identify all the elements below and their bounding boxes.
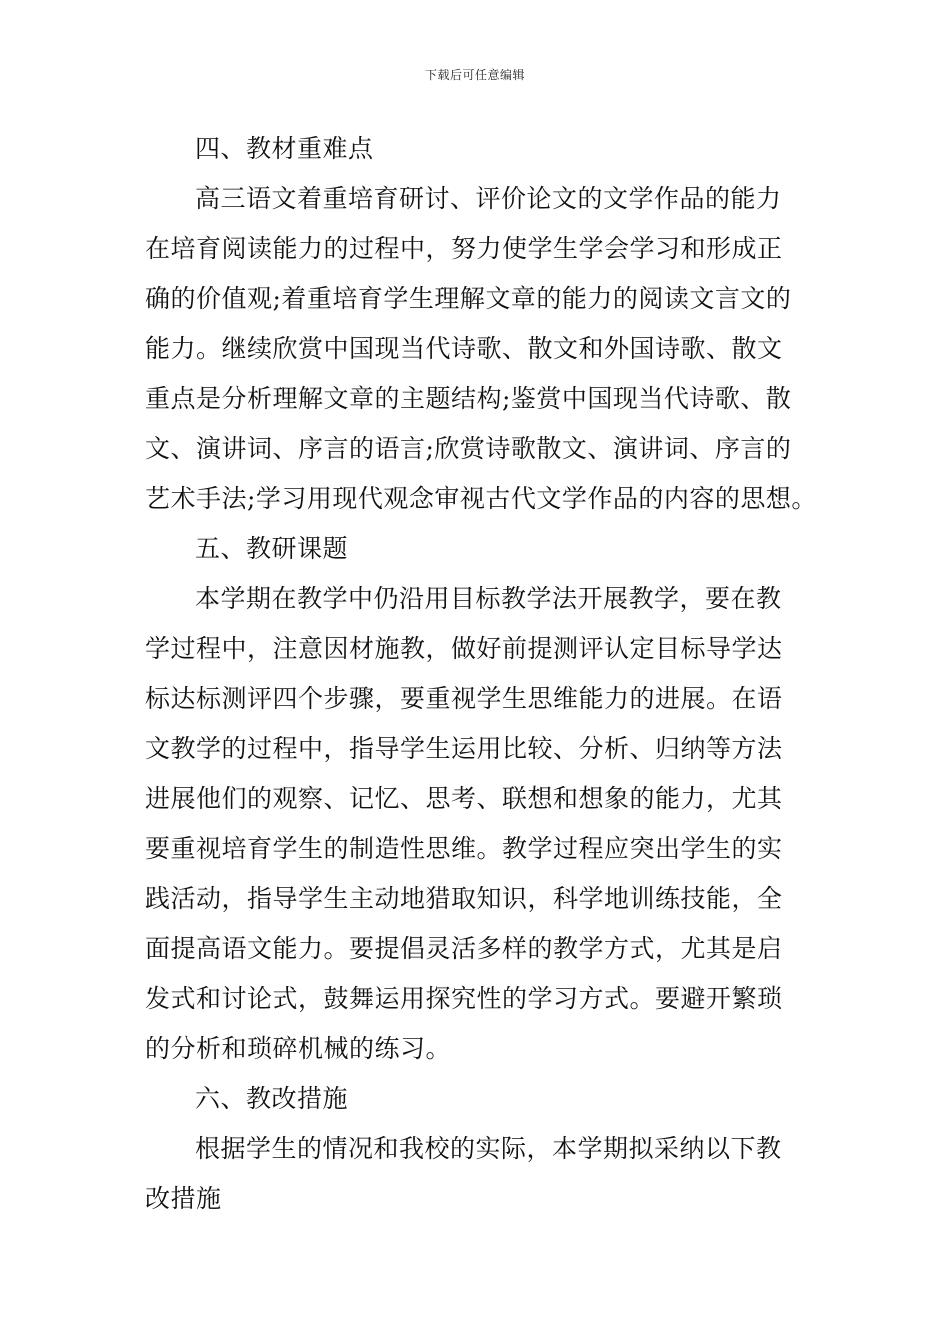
- paragraph-line: 文、演讲词、序言的语言;欣赏诗歌散文、演讲词、序言的: [145, 434, 792, 463]
- paragraph-line: 的分析和琐碎机械的练习。: [145, 1034, 452, 1063]
- page-header-note: 下载后可任意编辑: [424, 68, 525, 82]
- paragraph-line: 要重视培育学生的制造性思维。教学过程应突出学生的实: [145, 834, 783, 863]
- paragraph-line: 面提高语文能力。要提倡灵活多样的教学方式，尤其是启: [145, 934, 783, 963]
- paragraph-line: 确的价值观;着重培育学生理解文章的能力的阅读文言文的: [145, 284, 792, 313]
- paragraph-line: 发式和讨论式，鼓舞运用探究性的学习方式。要避开繁琐: [145, 984, 783, 1013]
- paragraph-line: 进展他们的观察、记忆、思考、联想和想象的能力，尤其: [145, 784, 783, 813]
- paragraph-line: 学过程中，注意因材施教，做好前提测评认定目标导学达: [145, 634, 783, 663]
- document-body: [145, 124, 817, 1224]
- paragraph-line: 能力。继续欣赏中国现当代诗歌、散文和外国诗歌、散文: [145, 334, 783, 363]
- paragraph-line: 艺术手法;学习用现代观念审视古代文学作品的内容的思想。: [145, 484, 817, 513]
- paragraph-line: 根据学生的情况和我校的实际，本学期拟采纳以下教: [195, 1134, 782, 1163]
- paragraph-line: 践活动，指导学生主动地猎取知识，科学地训练技能，全: [145, 884, 783, 913]
- section-heading-5: 五、教研课题: [195, 534, 349, 563]
- paragraph-line: 高三语文着重培育研讨、评价论文的文学作品的能力: [195, 184, 782, 213]
- paragraph-line: 本学期在教学中仍沿用目标教学法开展教学，要在教: [195, 584, 782, 613]
- paragraph-line: 改措施: [145, 1184, 222, 1213]
- paragraph-line: 在培育阅读能力的过程中，努力使学生学会学习和形成正: [145, 234, 783, 263]
- section-heading-4: 四、教材重难点: [195, 134, 374, 163]
- paragraph-line: 文教学的过程中，指导学生运用比较、分析、归纳等方法: [145, 734, 783, 763]
- paragraph-line: 重点是分析理解文章的主题结构;鉴赏中国现当代诗歌、散: [145, 384, 792, 413]
- section-heading-6: 六、教改措施: [195, 1084, 349, 1113]
- paragraph-line: 标达标测评四个步骤，要重视学生思维能力的进展。在语: [145, 684, 783, 713]
